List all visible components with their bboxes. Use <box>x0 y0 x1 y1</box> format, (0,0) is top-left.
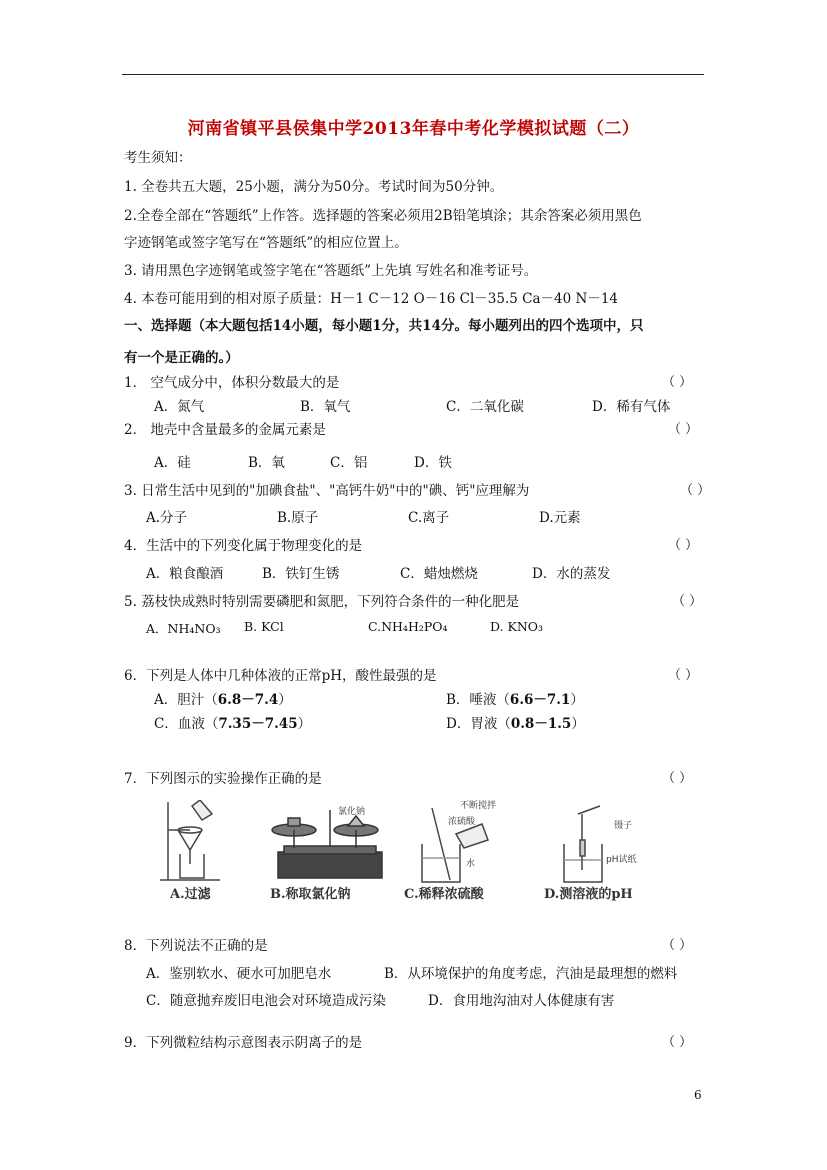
figure-label: pH试纸 <box>606 855 637 865</box>
answer-blank: （ ） <box>662 938 693 953</box>
notice-header: 考生须知： <box>124 150 192 166</box>
notice-line: 字迹钢笔或签字笔写在“答题纸”的相应位置上。 <box>124 235 408 251</box>
option-label: D．胃液（ <box>446 716 511 732</box>
close-paren: ） <box>570 692 584 708</box>
question-stem: 4．生活中的下列变化属于物理变化的是 <box>124 538 363 554</box>
option: A．氮气 <box>154 399 205 415</box>
option: B．从环境保护的角度考虑，汽油是最理想的燃料 <box>384 966 678 982</box>
close-paren: ） <box>571 716 585 732</box>
option: C.NH₄H₂PO₄ <box>368 619 448 634</box>
answer-blank: （ ） <box>668 422 699 437</box>
experiment-figures <box>160 800 680 906</box>
close-paren: ） <box>297 716 312 732</box>
option-label: A．胆汁（ <box>154 692 218 708</box>
notice-line: 3. 请用黑色字迹钢笔或签字笔在“答题纸”上先填 写姓名和准考证号。 <box>124 263 538 279</box>
filtration-figure <box>160 800 220 880</box>
answer-blank: （ ） <box>662 375 693 390</box>
ph-range: 7.35－7.45 <box>218 716 298 732</box>
question-stem: 6．下列是人体中几种体液的正常pH，酸性最强的是 <box>124 668 437 684</box>
close-paren: ） <box>278 692 292 708</box>
figure-label: 不断搅拌 <box>460 801 497 811</box>
figure-caption: A.过滤 <box>170 887 211 902</box>
question-stem: 2． 地壳中含量最多的金属元素是 <box>124 422 326 438</box>
figure-caption: B.称取氯化钠 <box>270 887 351 902</box>
option <box>154 688 292 708</box>
option: D．稀有气体 <box>592 399 671 415</box>
option: C．铝 <box>330 455 368 471</box>
option-label: B．唾液（ <box>446 692 510 708</box>
header-rule <box>122 74 704 75</box>
option: A．NH₄NO₃ <box>146 621 221 636</box>
option: B．氧气 <box>300 399 351 415</box>
answer-blank: （ ） <box>662 1035 693 1050</box>
section-heading: 有一个是正确的。） <box>124 350 239 366</box>
ph-test-figure <box>564 806 602 882</box>
option: D．水的蒸发 <box>532 566 611 582</box>
section-heading: 一、选择题（本大题包括14小题，每小题1分，共14分。每小题列出的四个选项中，只 <box>124 318 644 334</box>
option <box>154 712 311 732</box>
figure-label: 镊子 <box>614 821 633 831</box>
figure-caption: C.稀释浓硫酸 <box>404 887 484 902</box>
figure-label: 浓硫酸 <box>448 817 476 827</box>
option: B．铁钉生锈 <box>262 566 340 582</box>
option: C．随意抛弃废旧电池会对环境造成污染 <box>146 993 386 1009</box>
answer-blank: （ ） <box>662 771 693 786</box>
answer-blank: （ ） <box>680 483 711 498</box>
balance-figure <box>272 810 382 878</box>
answer-blank: （ ） <box>672 594 703 609</box>
answer-blank: （ ） <box>668 668 699 683</box>
option: A．鉴别软水、硬水可加肥皂水 <box>146 966 332 982</box>
option <box>446 712 585 732</box>
notice-line: 4. 本卷可能用到的相对原子质量：H－1 C－12 O－16 Cl－35.5 Ca－40 N－14 <box>124 291 618 307</box>
page-number: 6 <box>694 1088 702 1102</box>
ph-range: 6.8－7.4 <box>217 692 279 708</box>
option: D. KNO₃ <box>490 619 544 634</box>
option: B．氧 <box>248 455 285 471</box>
question-stem: 9．下列微粒结构示意图表示阴离子的是 <box>124 1035 363 1051</box>
question-stem: 1． 空气成分中，体积分数最大的是 <box>124 375 340 391</box>
option: B.原子 <box>277 510 319 526</box>
option: A．硅 <box>154 455 191 471</box>
ph-range: 0.8－1.5 <box>510 716 572 732</box>
page-title: 河南省镇平县侯集中学2013年春中考化学模拟试题（二） <box>187 119 640 139</box>
question-stem: 3. 日常生活中见到的"加碘食盐"、"高钙牛奶"中的"碘、钙"应理解为 <box>124 483 530 499</box>
figure-label: 氯化钠 <box>338 807 366 817</box>
question-stem: 5. 荔枝快成熟时特别需要磷肥和氮肥，下列符合条件的一种化肥是 <box>124 594 520 610</box>
option: C．蜡烛燃烧 <box>400 566 478 582</box>
question-stem: 7．下列图示的实验操作正确的是 <box>124 771 322 787</box>
notice-line: 2.全卷全部在“答题纸”上作答。选择题的答案必须用2B铅笔填涂；其余答案必须用黑色 <box>124 208 642 224</box>
option: D．食用地沟油对人体健康有害 <box>428 993 615 1009</box>
option: A．粮食酿酒 <box>146 566 224 582</box>
option: A.分子 <box>146 510 188 526</box>
answer-blank: （ ） <box>668 538 699 553</box>
option: D．铁 <box>414 455 452 471</box>
option: B. KCl <box>244 619 284 634</box>
figure-caption: D.测溶液的pH <box>544 887 633 902</box>
option <box>446 688 584 708</box>
ph-range: 6.6－7.1 <box>509 692 571 708</box>
option: C．二氧化碳 <box>446 399 524 415</box>
option: C.离子 <box>408 510 450 526</box>
option: D.元素 <box>539 510 581 526</box>
notice-line: 1. 全卷共五大题，25小题，满分为50分。考试时间为50分钟。 <box>124 179 504 195</box>
question-stem: 8．下列说法不正确的是 <box>124 938 268 954</box>
option-label: C．血液（ <box>154 716 219 732</box>
figure-label: 水 <box>466 859 476 869</box>
